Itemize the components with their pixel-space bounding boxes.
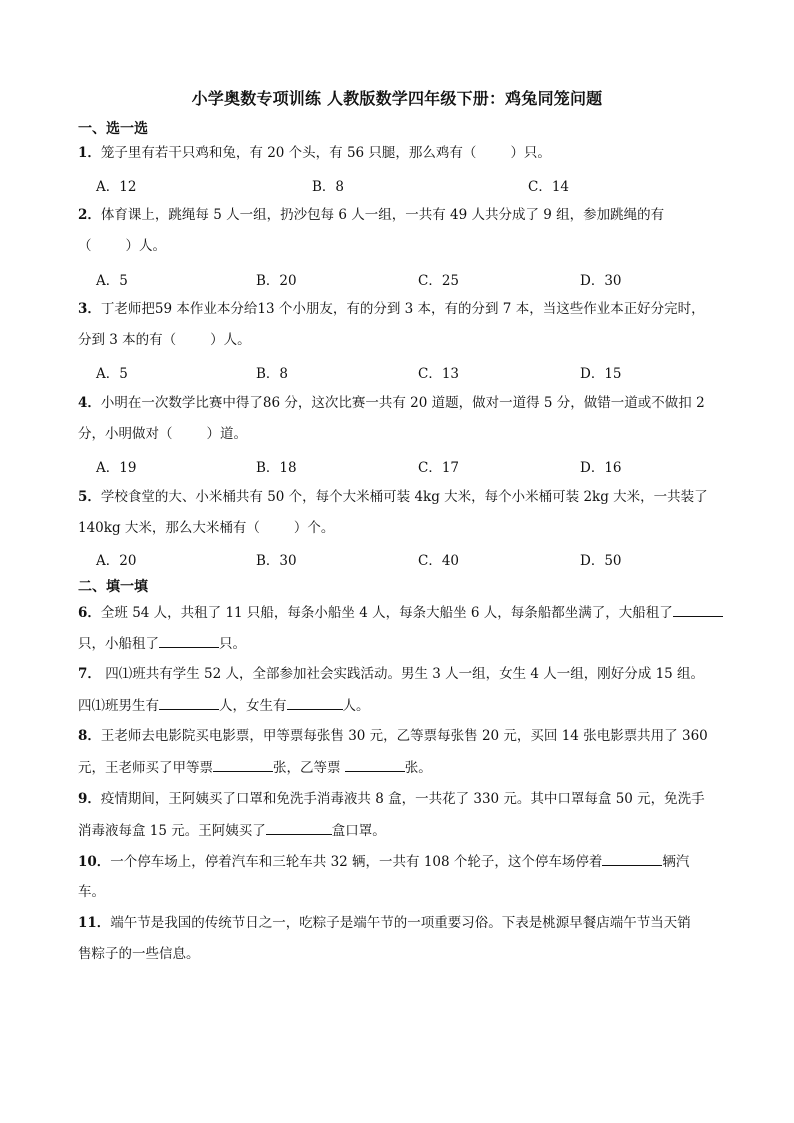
answer-blank[interactable]	[345, 757, 405, 772]
option-b[interactable]: B．18	[256, 460, 297, 476]
question-11	[78, 913, 691, 933]
question-text: 小明在一次数学比赛中得了86 分，这次比赛一共有 20 道题，做对一道得 5 分，做错一道或不做扣 2	[100, 395, 705, 411]
question-text: 消毒液每盒 15 元。王阿姨买了	[78, 823, 266, 839]
question-text: 分到 3 本的有（	[78, 332, 177, 348]
question-text-tail: 盒口罩。	[331, 823, 386, 839]
option-c[interactable]: C．17	[418, 460, 460, 476]
question-number: 11．	[78, 915, 111, 931]
question-text-tail: ）人。	[125, 238, 166, 254]
question-text: 车。	[78, 884, 105, 900]
question-number: 6．	[78, 605, 101, 621]
page-title: 小学奥数专项训练 人教版数学四年级下册：鸡兔同笼问题	[191, 89, 603, 108]
question-text-tail: ）道。	[206, 426, 247, 442]
option-a[interactable]: A．19	[96, 460, 137, 476]
question-text: 笼子里有若干只鸡和兔，有 20 个头，有 56 只腿，那么鸡有（	[100, 145, 477, 161]
question-text: （	[78, 238, 92, 254]
question-9-line-2	[78, 820, 386, 841]
option-d[interactable]: D．30	[580, 273, 622, 289]
option-b[interactable]: B．8	[312, 179, 345, 195]
question-4	[78, 393, 705, 413]
question-6	[78, 602, 723, 623]
question-text-tail: 只。	[219, 636, 246, 652]
question-number: 2．	[78, 207, 101, 223]
option-a[interactable]: A．20	[96, 553, 137, 569]
question-text-tail: ）只。	[510, 145, 551, 161]
question-text: 分，小明做对（	[78, 426, 173, 442]
question-6-line-2	[78, 633, 246, 654]
question-9	[78, 789, 705, 809]
question-text-tail: 张。	[404, 760, 432, 776]
option-c[interactable]: C．14	[528, 179, 570, 195]
question-text: 全班 54 人，共租了 11 只船，每条小船坐 4 人，每条大船坐 6 人，每条船都坐满了，大船租了	[100, 605, 673, 621]
question-number: 4．	[78, 395, 101, 411]
option-b[interactable]: B．20	[256, 273, 297, 289]
question-1	[78, 143, 551, 163]
answer-blank[interactable]	[213, 757, 273, 772]
question-text: 张，乙等票	[273, 760, 345, 776]
question-2	[78, 205, 664, 225]
question-text: 体育课上，跳绳每 5 人一组，扔沙包每 6 人一组，一共有 49 人共分成了 9 组，参加跳绳的有	[100, 207, 665, 223]
question-text: 丁老师把59 本作业本分给13 个小朋友，有的分到 3 本，有的分到 7 本，当这些作业本正好分完时，	[100, 301, 705, 317]
option-a[interactable]: A．5	[96, 273, 128, 289]
answer-blank[interactable]	[287, 695, 343, 710]
question-text: 元，王老师买了甲等票	[78, 760, 213, 776]
option-a[interactable]: A．5	[96, 366, 128, 382]
answer-blank[interactable]	[266, 820, 332, 835]
question-text: 疫情期间，王阿姨买了口罩和免洗手消毒液共 8 盒，一共花了 330 元。其中口罩每盒 50 元，免洗手	[100, 791, 705, 807]
question-3-line-2	[78, 330, 251, 350]
option-b[interactable]: B．8	[256, 366, 289, 382]
answer-blank[interactable]	[602, 851, 662, 866]
question-10-line-2	[78, 882, 105, 902]
option-c[interactable]: C．25	[418, 273, 460, 289]
question-number: 8．	[78, 728, 101, 744]
options-q1	[96, 175, 736, 195]
options-q4	[96, 456, 736, 476]
option-d[interactable]: D．16	[580, 460, 622, 476]
question-number: 1．	[78, 145, 101, 161]
question-text: 学校食堂的大、小米桶共有 50 个，每个大米桶可装 4kg 大米，每个小米桶可装 2kg 大米，一共装了	[100, 489, 708, 505]
question-5-line-2	[78, 518, 334, 538]
answer-blank[interactable]	[159, 695, 219, 710]
question-text: 王老师去电影院买电影票，甲等票每张售 30 元，乙等票每张售 20 元，买回 14 张电影票共用了 360	[100, 728, 708, 744]
options-q5	[96, 549, 736, 569]
question-number: 5．	[78, 489, 101, 505]
option-b[interactable]: B．30	[256, 553, 297, 569]
option-c[interactable]: C．40	[418, 553, 460, 569]
section-heading-fill: 二、填一填	[78, 579, 148, 595]
question-4-line-2	[78, 424, 247, 444]
question-text: 端午节是我国的传统节日之一，吃粽子是端午节的一项重要习俗。下表是桃源早餐店端午节当天销	[110, 915, 691, 931]
answer-blank[interactable]	[159, 633, 219, 648]
option-d[interactable]: D．15	[580, 366, 622, 382]
question-text: 只，小船租了	[78, 636, 159, 652]
question-number: 10．	[78, 854, 111, 870]
option-d[interactable]: D．50	[580, 553, 622, 569]
question-11-line-2	[78, 944, 200, 964]
options-q3	[96, 362, 736, 382]
question-2-line-2	[78, 236, 166, 256]
question-text: 四⑴班共有学生 52 人，全部参加社会实践活动。男生 3 人一组，女生 4 人一组，刚好分成 15 组。	[100, 666, 705, 682]
question-3	[78, 299, 705, 319]
question-number: 7．	[78, 666, 101, 682]
question-text: 四⑴班男生有	[78, 698, 159, 714]
question-10	[78, 851, 689, 872]
question-8-line-2	[78, 757, 432, 778]
option-a[interactable]: A．12	[96, 179, 137, 195]
options-q2	[96, 269, 736, 289]
section-heading-choice: 一、选一选	[78, 121, 148, 137]
question-text: 人，女生有	[219, 698, 287, 714]
question-text-tail: 辆汽	[662, 854, 690, 870]
question-number: 9．	[78, 791, 101, 807]
question-text: 售粽子的一些信息。	[78, 946, 200, 962]
question-7	[78, 664, 704, 684]
question-7-line-2	[78, 695, 370, 716]
question-number: 3．	[78, 301, 101, 317]
question-8	[78, 726, 708, 746]
question-text-tail: 人。	[342, 698, 370, 714]
question-text: 140kg 大米，那么大米桶有（	[78, 520, 260, 536]
question-5	[78, 487, 708, 507]
option-c[interactable]: C．13	[418, 366, 460, 382]
question-text: 一个停车场上，停着汽车和三轮车共 32 辆，一共有 108 个轮子，这个停车场停着	[110, 854, 603, 870]
question-text-tail: ）人。	[210, 332, 251, 348]
answer-blank[interactable]	[673, 602, 723, 617]
question-text-tail: ）个。	[293, 520, 335, 536]
